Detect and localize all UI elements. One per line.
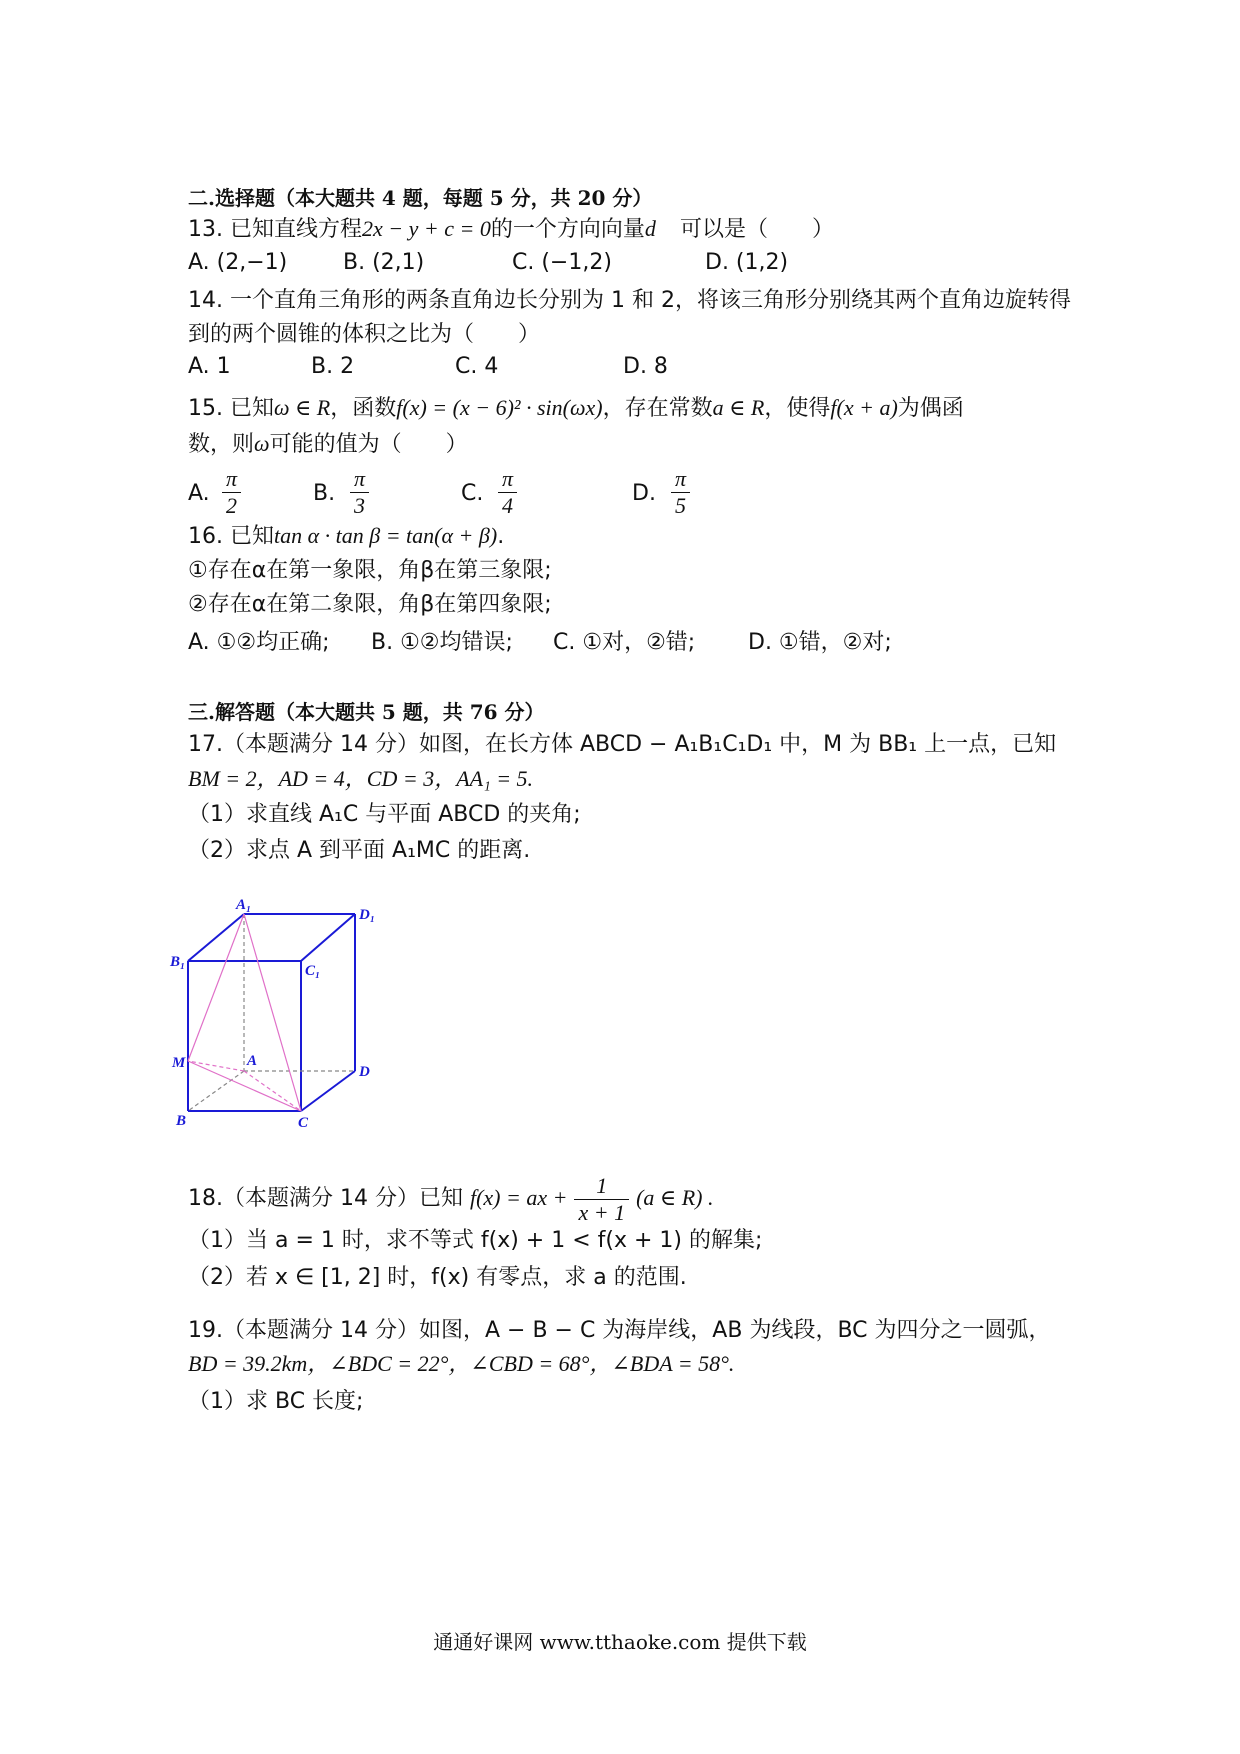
q14-option-c: C. 4 bbox=[455, 354, 499, 379]
q13-option-d: D. (1,2) bbox=[705, 250, 789, 275]
q15-text-2a: 数，则 bbox=[188, 432, 255, 457]
q16-suffix: . bbox=[497, 524, 505, 549]
q18-function: f(x) = ax + bbox=[469, 1185, 568, 1210]
q16-stem bbox=[188, 521, 504, 552]
q17-part2: （2）求点 A 到平面 A₁MC 的距离. bbox=[188, 838, 531, 863]
q17-line1: 17.（本题满分 14 分）如图，在长方体 ABCD − A₁B₁C₁D₁ 中，M 为 BB₁ 上一点，已知 bbox=[188, 732, 1057, 757]
q15-option-b-frac bbox=[350, 466, 369, 519]
q15-text-i: 为偶函 bbox=[897, 396, 964, 421]
q15-option-b-letter: B. bbox=[313, 481, 336, 506]
q15-line2 bbox=[188, 429, 468, 460]
q19-line2: BD = 39.2km，∠BDC = 22°，∠CBD = 68°，∠BDA = 58°. bbox=[188, 1351, 735, 1376]
q15-option-c-letter: C. bbox=[461, 481, 484, 506]
label-m: M bbox=[172, 1055, 186, 1071]
segment-a-m bbox=[188, 1061, 244, 1071]
q15-text-g: ，使得 bbox=[764, 396, 831, 421]
q13-mid: 的一个方向向量 bbox=[490, 217, 645, 242]
q13-prefix: 13. 已知直线方程 bbox=[188, 217, 362, 242]
section3-heading: 三.解答题（本大题共 5 题，共 76 分） bbox=[188, 700, 545, 724]
q17-part1: （1）求直线 A₁C 与平面 ABCD 的夹角; bbox=[188, 802, 581, 827]
label-b1: B₁ bbox=[170, 954, 186, 970]
q15-option-d-letter: D. bbox=[632, 481, 656, 506]
edge-c-d bbox=[301, 1071, 355, 1111]
q15-line1 bbox=[188, 393, 964, 424]
q15-omega: ω bbox=[254, 431, 270, 456]
q13-suffix: 可以是（ ） bbox=[679, 217, 834, 242]
q15-option-c-den: 4 bbox=[502, 493, 514, 518]
q13-options bbox=[188, 248, 1068, 278]
page-footer: 通通好课网 www.tthaoke.com 提供下载 bbox=[433, 1630, 807, 1654]
q15-option-b-num: π bbox=[350, 466, 369, 493]
segment-a1-m bbox=[188, 914, 244, 1061]
q18-condition: (a ∈ R) . bbox=[636, 1185, 714, 1210]
q16-statement-2: ②存在α在第二象限，角β在第四象限; bbox=[188, 592, 552, 617]
prism-figure bbox=[158, 895, 398, 1135]
q16-options bbox=[188, 628, 1068, 658]
q15-text-e: ，存在常数 bbox=[602, 396, 713, 421]
label-d: D bbox=[359, 1064, 370, 1080]
q18-part2: （2）若 x ∈ [1, 2] 时，f(x) 有零点，求 a 的范围. bbox=[188, 1265, 687, 1290]
q15-text-a: 15. 已知 bbox=[188, 396, 274, 421]
q16-option-b: B. ①②均错误; bbox=[371, 630, 513, 655]
q15-option-c-num: π bbox=[498, 466, 517, 493]
label-c: C bbox=[298, 1115, 309, 1131]
q16-option-c: C. ①对，②错; bbox=[553, 630, 696, 655]
q14-option-b: B. 2 bbox=[311, 354, 355, 379]
q14-option-a: A. 1 bbox=[188, 354, 231, 379]
q15-options bbox=[188, 466, 1068, 522]
hidden-edge-a-b bbox=[188, 1071, 244, 1111]
label-a: A bbox=[247, 1053, 258, 1069]
q19-part1: （1）求 BC 长度; bbox=[188, 1389, 364, 1414]
q17-line2: BM = 2，AD = 4，CD = 3，AA₁ = 5. bbox=[188, 766, 534, 791]
q13-option-a: A. (2,−1) bbox=[188, 250, 288, 275]
q16-equation: tan α · tan β = tan(α + β) bbox=[273, 523, 498, 548]
edge-d1-c1 bbox=[301, 914, 355, 961]
q18-part1: （1）当 a = 1 时，求不等式 f(x) + 1 < f(x + 1) 的解集; bbox=[188, 1228, 763, 1253]
q13-option-b: B. (2,1) bbox=[343, 250, 425, 275]
q14-line2: 到的两个圆锥的体积之比为（ ） bbox=[188, 322, 541, 347]
q15-omega-domain: ω ∈ R bbox=[273, 395, 331, 420]
q16-statement-1: ①存在α在第一象限，角β在第三象限; bbox=[188, 558, 552, 583]
q15-option-a-letter: A. bbox=[188, 481, 210, 506]
label-b: B bbox=[176, 1113, 187, 1129]
q18-stem bbox=[188, 1170, 713, 1226]
q15-shifted-function: f(x + a) bbox=[830, 395, 898, 420]
q13-option-c: C. (−1,2) bbox=[512, 250, 612, 275]
q15-option-b-den: 3 bbox=[354, 493, 366, 518]
q15-function: f(x) = (x − 6)² · sin(ωx) bbox=[396, 395, 603, 420]
q15-option-d-den: 5 bbox=[675, 493, 687, 518]
q15-option-a-den: 2 bbox=[226, 493, 238, 518]
q15-text-c: ，函数 bbox=[330, 396, 397, 421]
label-c1: C₁ bbox=[305, 963, 321, 979]
q19-line1: 19.（本题满分 14 分）如图，A − B − C 为海岸线，AB 为线段，BC 为四分之一圆弧， bbox=[188, 1318, 1051, 1343]
q15-option-c-frac bbox=[498, 466, 517, 519]
q15-option-d-frac bbox=[671, 466, 690, 519]
q18-frac-num: 1 bbox=[574, 1173, 629, 1200]
q18-fraction bbox=[574, 1173, 629, 1226]
q16-option-d: D. ①错，②对; bbox=[748, 630, 892, 655]
q15-option-d-num: π bbox=[671, 466, 690, 493]
q16-prefix: 16. 已知 bbox=[188, 524, 274, 549]
q14-options bbox=[188, 352, 1068, 382]
q14-line1: 14. 一个直角三角形的两条直角边长分别为 1 和 2，将该三角形分别绕其两个直角边旋转得 bbox=[188, 288, 1071, 313]
segment-a1-c bbox=[244, 914, 301, 1111]
q14-option-d: D. 8 bbox=[623, 354, 668, 379]
segment-a-c bbox=[244, 1071, 301, 1111]
label-d1: D₁ bbox=[359, 907, 376, 923]
q18-prefix: 18.（本题满分 14 分）已知 bbox=[188, 1186, 463, 1211]
q18-frac-den: x + 1 bbox=[578, 1199, 626, 1225]
q16-option-a: A. ①②均正确; bbox=[188, 630, 330, 655]
q15-option-a-frac bbox=[222, 466, 241, 519]
label-a1: A₁ bbox=[236, 897, 252, 913]
q13-vector: d⃗ bbox=[644, 216, 673, 241]
q13-equation: 2x − y + c = 0 bbox=[361, 216, 491, 241]
q13-stem bbox=[188, 214, 834, 245]
q15-a-domain: a ∈ R bbox=[712, 395, 765, 420]
q15-option-a-num: π bbox=[222, 466, 241, 493]
q15-text-2c: 可能的值为（ ） bbox=[269, 432, 468, 457]
section2-heading: 二.选择题（本大题共 4 题，每题 5 分，共 20 分） bbox=[188, 186, 653, 210]
